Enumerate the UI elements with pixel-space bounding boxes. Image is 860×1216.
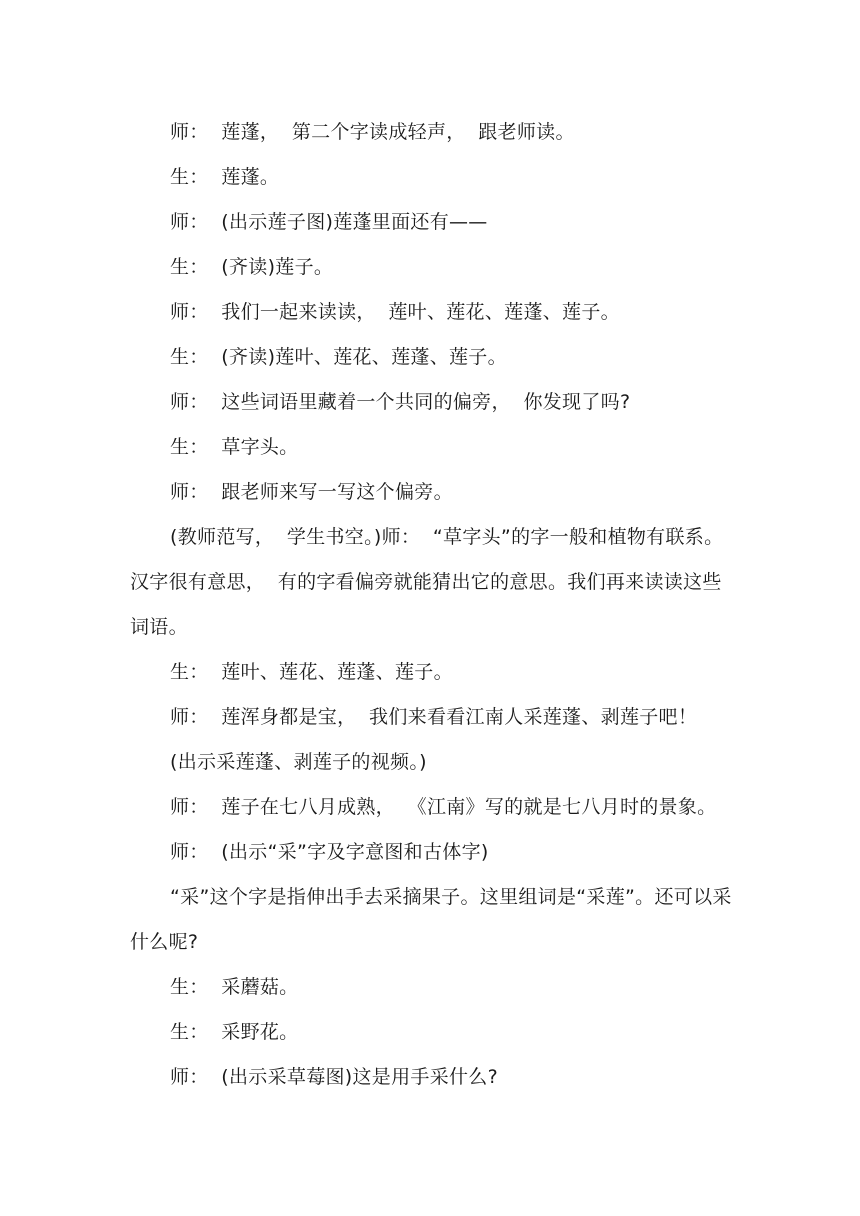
document-body — [130, 110, 734, 1100]
paragraph: 师： 我们一起来读读， 莲叶、莲花、莲蓬、莲子。 — [170, 301, 620, 323]
paragraph: (教师范写， 学生书空。)师： “草字头”的字一般和植物有联系。汉字很有意思， 有的字看偏旁就能猜出它的意思。我们再来读读这些词语。 — [130, 526, 724, 638]
paragraph: 生： 采蘑菇。 — [170, 976, 299, 998]
paragraph: (出示采莲蓬、剥莲子的视频。) — [170, 751, 427, 773]
paragraph: 师： 跟老师来写一写这个偏旁。 — [170, 481, 453, 503]
paragraph: 生： (齐读)莲子。 — [170, 256, 334, 278]
paragraph: 生： (齐读)莲叶、莲花、莲蓬、莲子。 — [170, 346, 507, 368]
paragraph: 生： 采野花。 — [170, 1021, 299, 1043]
paragraph: 师： 莲子在七八月成熟， 《江南》写的就是七八月时的景象。 — [170, 796, 717, 818]
paragraph: 师： 莲浑身都是宝， 我们来看看江南人采莲蓬、剥莲子吧！ — [170, 706, 698, 728]
paragraph: 生： 莲叶、莲花、莲蓬、莲子。 — [170, 661, 453, 683]
paragraph: 生： 莲蓬。 — [170, 166, 280, 188]
paragraph: “采”这个字是指伸出手去采摘果子。这里组词是“采莲”。还可以采什么呢? — [130, 886, 732, 953]
paragraph: 师： (出示采草莓图)这是用手采什么? — [170, 1066, 498, 1088]
paragraph: 师： (出示莲子图)莲蓬里面还有—— — [170, 211, 488, 233]
paragraph: 师： (出示“采”字及字意图和古体字) — [170, 841, 489, 863]
paragraph: 生： 草字头。 — [170, 436, 299, 458]
paragraph: 师： 莲蓬， 第二个字读成轻声， 跟老师读。 — [170, 121, 575, 143]
paragraph: 师： 这些词语里藏着一个共同的偏旁， 你发现了吗? — [170, 391, 631, 413]
